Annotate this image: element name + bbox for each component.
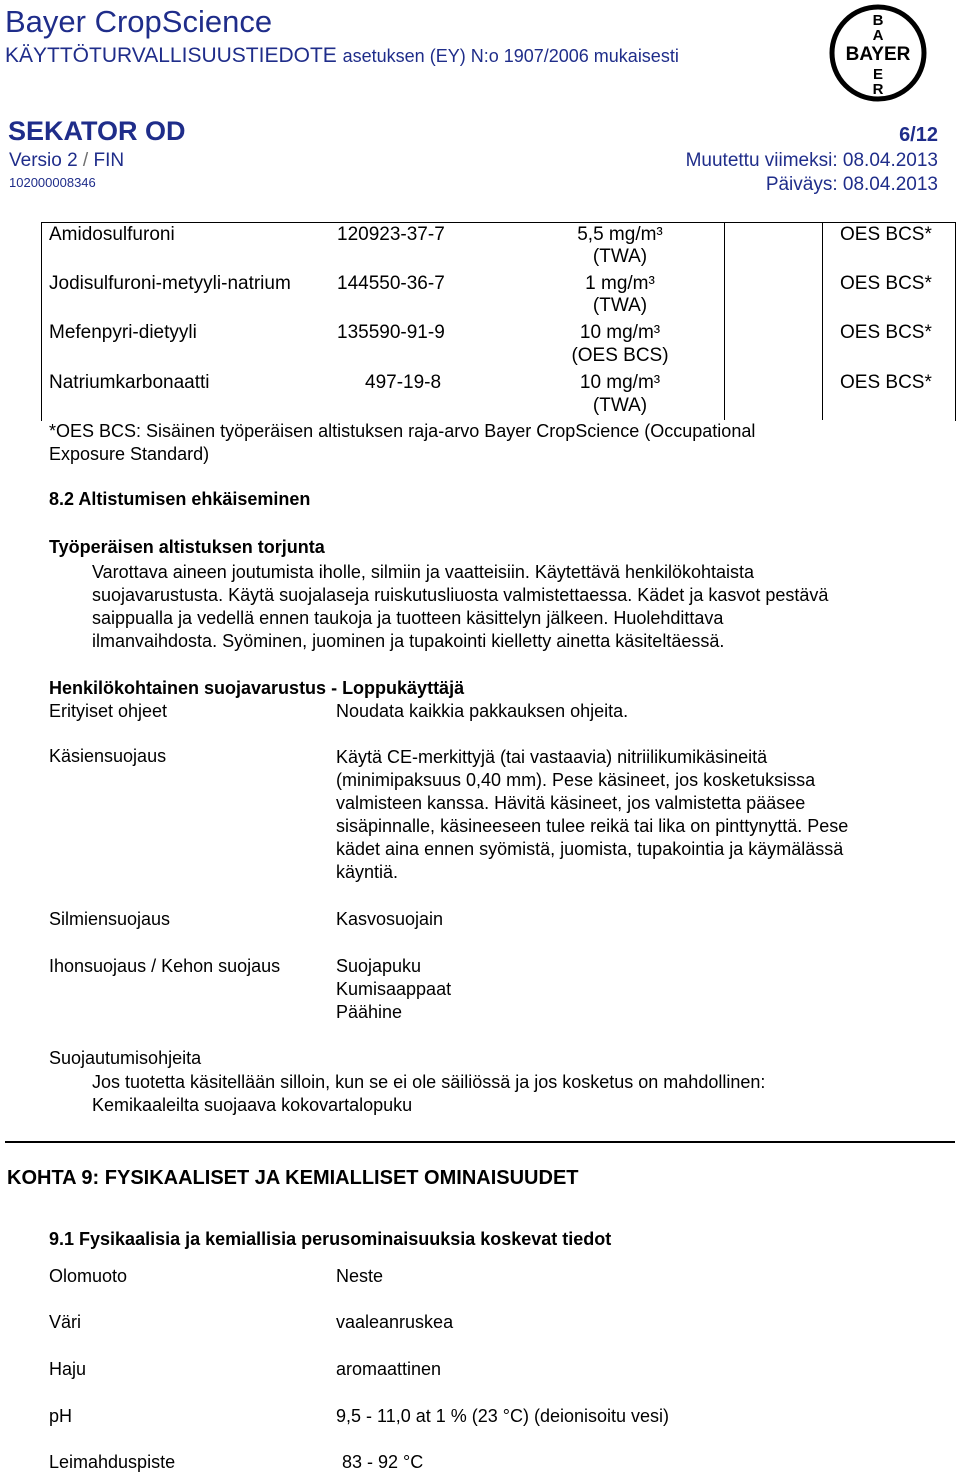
property-value: aromaattinen xyxy=(336,1359,442,1379)
hand-protection-line: valmisteen kanssa. Hävitä käsineet, jos valmistetta pääsee xyxy=(336,793,806,813)
logo-letter: R xyxy=(872,81,884,98)
cas-number: 497-19-8 xyxy=(365,372,442,393)
version-label: Versio 2 xyxy=(9,150,78,171)
skin-protection-item: Päähine xyxy=(336,1002,403,1022)
cas-number: 120923-37-7 xyxy=(337,224,445,245)
paragraph-line: saippualla ja vedellä ennen taukoja ja tuotteen käsittelyn jälkeen. Huolehdittava xyxy=(92,608,724,628)
cas-number: 144550-36-7 xyxy=(337,273,445,294)
limit-type: (TWA) xyxy=(592,295,648,316)
property-label: Haju xyxy=(49,1359,87,1379)
hand-protection-line: käyntiä. xyxy=(336,862,399,882)
limit-basis: OES BCS* xyxy=(840,224,932,245)
product-name: SEKATOR OD xyxy=(8,116,186,146)
logo-horizontal: BAYER xyxy=(845,44,911,65)
skin-protection-item: Suojapuku xyxy=(336,956,422,976)
hand-protection-line: kädet aina ennen syömistä, juomista, tupakointia ja käymälässä xyxy=(336,839,844,859)
document-title xyxy=(5,44,679,68)
section-heading: 8.2 Altistumisen ehkäiseminen xyxy=(49,489,311,509)
table-footnote: Exposure Standard) xyxy=(49,444,210,464)
limit-value: 1 mg/m³ xyxy=(585,273,655,294)
modified-date: Muutettu viimeksi: 08.04.2013 xyxy=(685,150,938,171)
limit-type: (OES BCS) xyxy=(571,345,669,366)
limit-basis: OES BCS* xyxy=(840,372,932,393)
regulation-reference: asetuksen (EY) N:o 1907/2006 mukaisesti xyxy=(342,46,679,66)
property-label: Leimahduspiste xyxy=(49,1452,176,1472)
property-value: 9,5 - 11,0 at 1 % (23 °C) (deionisoitu vesi) xyxy=(336,1406,670,1426)
logo-letter: B xyxy=(872,12,884,29)
page-number: 6/12 xyxy=(899,124,938,146)
limit-type: (TWA) xyxy=(592,246,648,267)
subsection-heading: Työperäisen altistuksen torjunta xyxy=(49,537,325,557)
property-label: pH xyxy=(49,1406,73,1426)
table-divider xyxy=(724,222,725,420)
protective-advice-line: Kemikaaleilta suojaava kokovartalopuku xyxy=(92,1095,413,1115)
cas-number: 135590-91-9 xyxy=(337,322,445,343)
eye-protection-label: Silmiensuojaus xyxy=(49,909,171,929)
limit-type: (TWA) xyxy=(592,395,648,416)
version-language: FIN xyxy=(93,150,125,171)
limit-value: 10 mg/m³ xyxy=(579,322,661,343)
limit-value: 10 mg/m³ xyxy=(579,372,661,393)
property-value: vaaleanruskea xyxy=(336,1312,454,1332)
substance-name: Mefenpyri-dietyyli xyxy=(49,322,197,343)
substance-name: Amidosulfuroni xyxy=(49,224,175,245)
document-type: KÄYTTÖTURVALLISUUSTIEDOTE xyxy=(5,44,337,67)
company-name: Bayer CropScience xyxy=(5,4,273,39)
skin-protection-label: Ihonsuojaus / Kehon suojaus xyxy=(49,956,281,976)
print-date: Päiväys: 08.04.2013 xyxy=(765,174,938,195)
version-info xyxy=(9,150,124,172)
version-separator: / xyxy=(77,150,94,171)
bayer-cross-logo xyxy=(828,3,928,103)
special-instructions-label: Erityiset ohjeet xyxy=(49,701,168,721)
document-number: 102000008346 xyxy=(9,175,96,190)
protective-advice-label: Suojautumisohjeita xyxy=(49,1048,202,1068)
property-value: 83 - 92 °C xyxy=(342,1452,424,1472)
logo-letter: A xyxy=(872,27,884,44)
hand-protection-line: sisäpinnalle, käsineeseen tulee reikä tai lika on pinttynyttä. Pese xyxy=(336,816,849,836)
paragraph-line: ilmanvaihdosta. Syöminen, juominen ja tupakointi kielletty ainetta käsiteltäessä. xyxy=(92,631,725,651)
special-instructions-value: Noudata kaikkia pakkauksen ohjeita. xyxy=(336,701,629,721)
limit-value: 5,5 mg/m³ xyxy=(577,224,663,245)
hand-protection-line: Käytä CE-merkittyjä (tai vastaavia) nitriilikumikäsineitä xyxy=(336,747,768,767)
paragraph-line: Varottava aineen joutumista iholle, silmiin ja vaatteisiin. Käytettävä henkilökohtaista xyxy=(92,562,755,582)
property-label: Olomuoto xyxy=(49,1266,128,1286)
limit-basis: OES BCS* xyxy=(840,322,932,343)
table-divider xyxy=(822,222,823,420)
property-label: Väri xyxy=(49,1312,82,1332)
eye-protection-value: Kasvosuojain xyxy=(336,909,444,929)
paragraph-line: suojavarustusta. Käytä suojalaseja ruiskutusliuosta valmistettaessa. Kädet ja kasvot pestävä xyxy=(92,585,829,605)
limit-basis: OES BCS* xyxy=(840,273,932,294)
section-9-heading: KOHTA 9: FYSIKAALISET JA KEMIALLISET OMINAISUUDET xyxy=(7,1167,579,1189)
property-value: Neste xyxy=(336,1266,384,1286)
logo-letter: E xyxy=(872,66,884,83)
ppe-heading: Henkilökohtainen suojavarustus - Loppukäyttäjä xyxy=(49,678,465,698)
hand-protection-label: Käsiensuojaus xyxy=(49,746,167,766)
section-divider xyxy=(5,1141,955,1143)
hand-protection-line: (minimipaksuus 0,40 mm). Pese käsineet, jos kosketuksissa xyxy=(336,770,816,790)
table-footnote: *OES BCS: Sisäinen työperäisen altistuksen raja-arvo Bayer CropScience (Occupational xyxy=(49,421,756,441)
protective-advice-line: Jos tuotetta käsitellään silloin, kun se ei ole säiliössä ja jos kosketus on mahdollinen: xyxy=(92,1072,766,1092)
substance-name: Natriumkarbonaatti xyxy=(49,372,210,393)
section-9-1-heading: 9.1 Fysikaalisia ja kemiallisia perusominaisuuksia koskevat tiedot xyxy=(49,1229,612,1249)
substance-name: Jodisulfuroni-metyyli-natrium xyxy=(49,273,291,294)
skin-protection-item: Kumisaappaat xyxy=(336,979,452,999)
